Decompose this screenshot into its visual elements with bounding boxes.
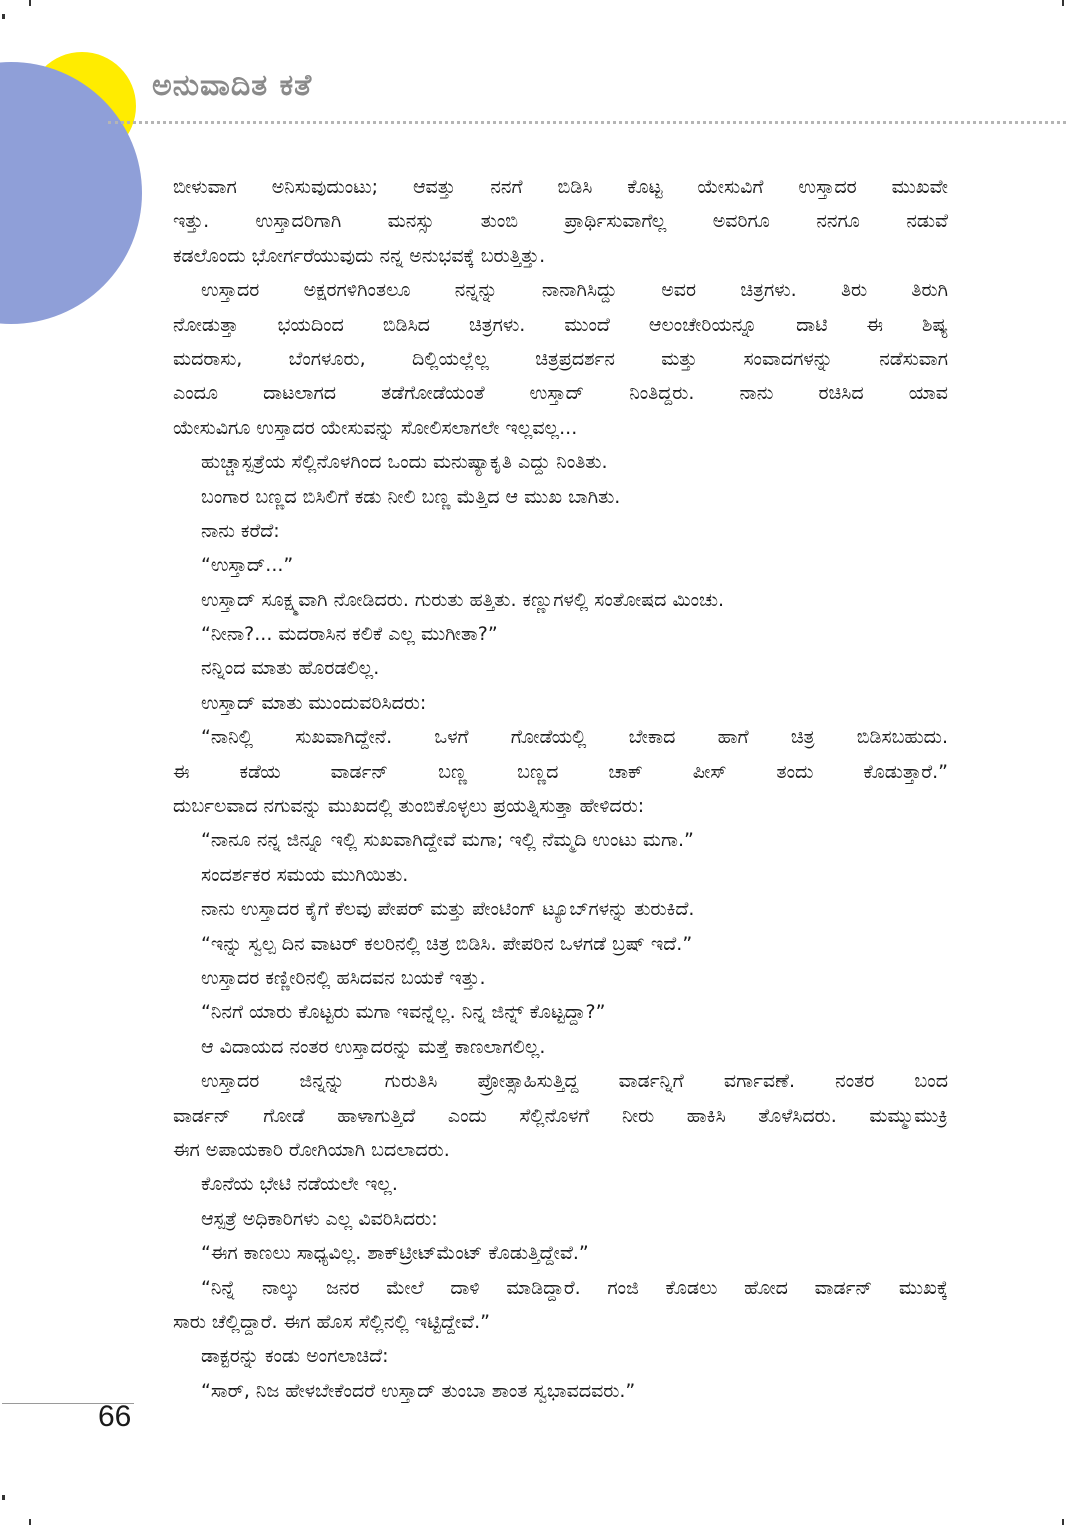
text-line: ವಾರ್ಡನ್ ಗೋಡೆ ಹಾಳಾಗುತ್ತಿದೆ ಎಂದು ಸೆಲ್ಲಿನೊಳಗೆ ನೀರು ಹಾಕಿಸಿ ತೊಳೆಸಿದರು. ಮಮ್ಮುಮುಕ್ರಿ: [173, 1104, 948, 1127]
text-line: “ನಿನ್ನೆ ನಾಲ್ಕು ಜನರ ಮೇಲೆ ದಾಳಿ ಮಾಡಿದ್ದಾರೆ. ಗಂಜಿ ಕೊಡಲು ಹೋದ ವಾರ್ಡನ್ ಮುಖಕ್ಕೆ: [201, 1276, 948, 1299]
crop-mark-top-left-v: [29, 0, 31, 6]
text-line: ನೋಡುತ್ತಾ ಭಯದಿಂದ ಬಿಡಿಸಿದ ಚಿತ್ರಗಳು. ಮುಂದೆ ಆಲಂಚೇರಿಯನ್ನೂ ದಾಟಿ ಈ ಶಿಷ್ಯ: [173, 313, 948, 336]
text-line: ಡಾಕ್ಟರನ್ನು ಕಂಡು ಅಂಗಲಾಚಿದೆ:: [201, 1345, 389, 1368]
blue-circle-clip: [0, 0, 200, 330]
crop-mark-bottom-left: [2, 1495, 5, 1500]
text-line: ಯೇಸುವಿಗೂ ಉಸ್ತಾದರ ಯೇಸುವನ್ನು ಸೋಲಿಸಲಾಗಲೇ ಇಲ್ಲವಲ್ಲ...: [173, 416, 578, 439]
blue-circle-decoration: [0, 62, 142, 324]
text-line: ಸಾರು ಚೆಲ್ಲಿದ್ದಾರೆ. ಈಗ ಹೊಸ ಸೆಲ್ಲಿನಲ್ಲಿ ಇಟ್ಟಿದ್ದೇವೆ.”: [173, 1310, 490, 1333]
crop-mark-bottom-right-v: [1062, 1519, 1064, 1525]
text-line: ಆ ವಿದಾಯದ ನಂತರ ಉಸ್ತಾದರನ್ನು ಮತ್ತೆ ಕಾಣಲಾಗಲಿಲ್ಲ.: [201, 1035, 546, 1058]
text-line: “ನಿನಗೆ ಯಾರು ಕೊಟ್ಟರು ಮಗಾ ಇವನ್ನೆಲ್ಲ. ನಿನ್ನ ಜಿನ್ನ್ ಕೊಟ್ಟದ್ದಾ?”: [201, 1001, 606, 1024]
text-line: ಬೀಳುವಾಗ ಅನಿಸುವುದುಂಟು; ಆವತ್ತು ನನಗೆ ಬಿಡಿಸಿ ಕೊಟ್ಟ ಯೇಸುವಿಗೆ ಉಸ್ತಾದರ ಮುಖವೇ: [173, 176, 948, 198]
text-line: ಆಸ್ಪತ್ರೆ ಅಧಿಕಾರಿಗಳು ಎಲ್ಲ ವಿವರಿಸಿದರು:: [201, 1207, 438, 1230]
text-line: ಸಂದರ್ಶಕರ ಸಮಯ ಮುಗಿಯಿತು.: [201, 863, 409, 886]
text-line: “ನಾನಿಲ್ಲಿ ಸುಖವಾಗಿದ್ದೇನೆ. ಒಳಗೆ ಗೋಡೆಯಲ್ಲಿ ಬೇಕಾದ ಹಾಗೆ ಚಿತ್ರ ಬಿಡಿಸಬಹುದು.: [201, 726, 948, 749]
text-line: ನಾನು ಉಸ್ತಾದರ ಕೈಗೆ ಕೆಲವು ಪೇಪರ್ ಮತ್ತು ಪೇಂಟಿಂಗ್ ಟ್ಯೂಬ್‌ಗಳನ್ನು ತುರುಕಿದೆ.: [201, 898, 695, 921]
text-line: ದುರ್ಬಲವಾದ ನಗುವನ್ನು ಮುಖದಲ್ಲಿ ತುಂಬಿಕೊಳ್ಳಲು ಪ್ರಯತ್ನಿಸುತ್ತಾ ಹೇಳಿದರು:: [173, 795, 645, 818]
text-line: ನಾನು ಕರೆದೆ:: [201, 519, 280, 542]
text-line: ಇತ್ತು. ಉಸ್ತಾದರಿಗಾಗಿ ಮನಸ್ಸು ತುಂಬಿ ಪ್ರಾರ್ಥಿಸುವಾಗೆಲ್ಲ ಅವರಿಗೂ ನನಗೂ ನಡುವೆ: [173, 210, 948, 233]
text-line: “ಇನ್ನು ಸ್ವಲ್ಪ ದಿನ ವಾಟರ್ ಕಲರಿನಲ್ಲಿ ಚಿತ್ರ ಬಿಡಿಸಿ. ಪೇಪರಿನ ಒಳಗಡೆ ಬ್ರಷ್ ಇದೆ.”: [201, 932, 693, 955]
text-line: “ನಾನೂ ನನ್ನ ಜಿನ್ನೂ ಇಲ್ಲಿ ಸುಖವಾಗಿದ್ದೇವೆ ಮಗಾ; ಇಲ್ಲಿ ನೆಮ್ಮದಿ ಉಂಟು ಮಗಾ.”: [201, 829, 694, 852]
section-title: ಅನುವಾದಿತ ಕತೆ: [152, 68, 313, 103]
text-line: ಹುಚ್ಚಾಸ್ಪತ್ರೆಯ ಸೆಲ್ಲಿನೊಳಗಿಂದ ಒಂದು ಮನುಷ್ಯಾಕೃತಿ ಎದ್ದು ನಿಂತಿತು.: [201, 451, 608, 474]
text-line: “ಉಸ್ತಾದ್...”: [201, 554, 294, 577]
text-line: ಕಡಲೊಂದು ಭೋರ್ಗರೆಯುವುದು ನನ್ನ ಅನುಭವಕ್ಕೆ ಬರುತ್ತಿತ್ತು.: [173, 244, 546, 267]
text-line: ಈಗ ಅಪಾಯಕಾರಿ ರೋಗಿಯಾಗಿ ಬದಲಾದರು.: [173, 1138, 450, 1161]
text-line: ಕೊನೆಯ ಭೇಟಿ ನಡೆಯಲೇ ಇಲ್ಲ.: [201, 1173, 398, 1196]
text-line: “ಈಗ ಕಾಣಲು ಸಾಧ್ಯವಿಲ್ಲ. ಶಾಕ್‌ಟ್ರೀಟ್‌ಮೆಂಟ್ ಕೊಡುತ್ತಿದ್ದೇವೆ.”: [201, 1242, 589, 1265]
crop-mark-top-right-v: [1062, 0, 1064, 6]
text-line: ಉಸ್ತಾದರ ಕಣ್ಣೀರಿನಲ್ಲಿ ಹಸಿದವನ ಬಯಕೆ ಇತ್ತು.: [201, 966, 486, 989]
page-number: 66: [98, 1400, 132, 1433]
crop-mark-top-left: [2, 14, 5, 19]
text-line: ಉಸ್ತಾದ್ ಸೂಕ್ಷ್ಮವಾಗಿ ನೋಡಿದರು. ಗುರುತು ಹತ್ತಿತು. ಕಣ್ಣುಗಳಲ್ಲಿ ಸಂತೋಷದ ಮಿಂಚು.: [201, 588, 725, 611]
header-dotted-rule: [108, 121, 1066, 124]
text-line: “ಸಾರ್, ನಿಜ ಹೇಳಬೇಕೆಂದರೆ ಉಸ್ತಾದ್ ತುಂಬಾ ಶಾಂತ ಸ್ವಭಾವದವರು.”: [201, 1379, 636, 1402]
text-line: ನನ್ನಿಂದ ಮಾತು ಹೊರಡಲಿಲ್ಲ.: [201, 657, 380, 680]
text-line: ಎಂದೂ ದಾಟಲಾಗದ ತಡೆಗೋಡೆಯಂತೆ ಉಸ್ತಾದ್ ನಿಂತಿದ್ದರು. ನಾನು ರಚಿಸಿದ ಯಾವ: [173, 382, 948, 405]
text-line: ಬಂಗಾರ ಬಣ್ಣದ ಬಿಸಿಲಿಗೆ ಕಡು ನೀಲಿ ಬಣ್ಣ ಮೆತ್ತಿದ ಆ ಮುಖ ಬಾಗಿತು.: [201, 485, 621, 508]
crop-mark-bottom-left-v: [29, 1519, 31, 1525]
text-line: “ನೀನಾ?... ಮದರಾಸಿನ ಕಲಿಕೆ ಎಲ್ಲ ಮುಗೀತಾ?”: [201, 623, 498, 646]
text-line: ಉಸ್ತಾದರ ಅಕ್ಷರಗಳಿಗಿಂತಲೂ ನನ್ನನ್ನು ನಾನಾಗಿಸಿದ್ದು ಅವರ ಚಿತ್ರಗಳು. ತಿರು ತಿರುಗಿ: [201, 279, 948, 302]
text-line: ಉಸ್ತಾದ್ ಮಾತು ಮುಂದುವರಿಸಿದರು:: [201, 691, 427, 714]
text-line: ಈ ಕಡೆಯ ವಾರ್ಡನ್ ಬಣ್ಣ ಬಣ್ಣದ ಚಾಕ್ ಪೀಸ್ ತಂದು ಕೊಡುತ್ತಾರೆ.”: [173, 760, 948, 783]
story-text: [173, 170, 948, 1408]
text-line: ಉಸ್ತಾದರ ಜಿನ್ನನ್ನು ಗುರುತಿಸಿ ಪ್ರೋತ್ಸಾಹಿಸುತ್ತಿದ್ದ ವಾರ್ಡನ್ನಿಗೆ ವರ್ಗಾವಣೆ. ನಂತರ ಬಂದ: [201, 1070, 948, 1093]
text-line: ಮದರಾಸು, ಬೆಂಗಳೂರು, ದಿಲ್ಲಿಯಲ್ಲೆಲ್ಲ ಚಿತ್ರಪ್ರದರ್ಶನ ಮತ್ತು ಸಂವಾದಗಳನ್ನು ನಡೆಸುವಾಗ: [173, 347, 948, 370]
